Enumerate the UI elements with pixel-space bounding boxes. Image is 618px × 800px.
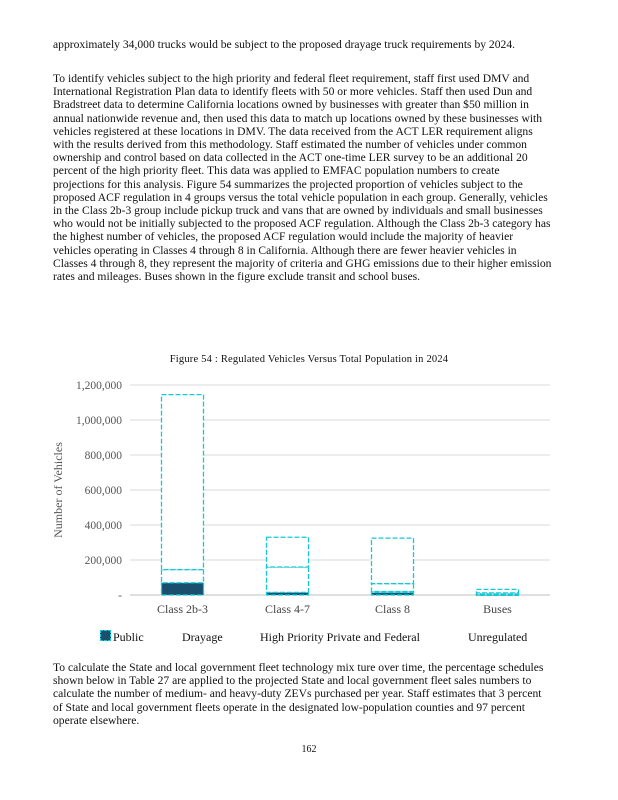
y-tick-label: 1,000,000 — [76, 415, 122, 427]
legend-label-public: Public — [113, 630, 144, 644]
x-tick-label: Class 2b-3 — [157, 602, 208, 616]
y-tick-label: - — [118, 590, 122, 602]
chart-legend — [100, 630, 560, 646]
y-axis-label: Number of Vehicles — [51, 442, 65, 538]
y-tick-label: 200,000 — [84, 555, 122, 567]
legend-label-high-priority: High Priority Private and Federal — [260, 630, 420, 644]
bar-segment — [162, 583, 204, 595]
y-tick-label: 400,000 — [84, 520, 122, 532]
x-tick-label: Buses — [483, 602, 512, 616]
legend-item-public — [100, 630, 144, 645]
y-tick-label: 1,200,000 — [76, 380, 122, 392]
legend-label-unregulated: Unregulated — [468, 630, 528, 644]
bar-chart — [40, 375, 570, 655]
paragraph-methodology: To identify vehicles subject to the high priority and federal fleet requirement, staff first used DMV and International Registration Plan data to identify fleets with 50 or more vehicles. Staff then used Dun and Bradstreet data to determine California locations owned by businesses with greater than $50 million in annual nationwide revenue and, then used this data to match up locations owned by these businesses with vehicles registered at these locations in DMV. The data received from the ACT LER requirement aligns with the results derived from this methodology. Staff estimated the number of vehicles under common ownership and control based on data collected in the ACT one-time LER survey to be an additional 20 percent of the high priority fleet. This data was applied to EMFAC population numbers to create projections for this analysis. Figure 54 summarizes the projected proportion of vehicles subject to the proposed ACF regulation in 4 groups versus the total vehicle population in each group. Generally, vehicles in the Class 2b-3 group include pickup truck and vans that are owned by individuals and small businesses who would not be initially subjected to the proposed ACF regulation. Although the Class 2b-3 category has the highest number of vehicles, the proposed ACF regulation would include the majority of heavier vehicles operating in Classes 4 through 8 in California. Although there are fewer heavier vehicles in Classes 4 through 8, they represent the majority of criteria and GHG emissions due to their higher emission rates and mileages. Buses shown in the figure exclude transit and school buses. — [53, 72, 552, 284]
bar-segment — [372, 538, 414, 584]
bar-segment — [477, 589, 519, 593]
x-tick-label: Class 8 — [374, 602, 411, 616]
page-number: 162 — [301, 744, 317, 755]
bar-segment — [162, 395, 204, 570]
legend-label-drayage: Drayage — [182, 630, 223, 644]
bar-segment — [162, 570, 204, 583]
paragraph-government-fleets: To calculate the State and local government fleet technology mix ture over time, the percentage schedules shown below in Table 27 are applied to the projected State and local government fleet sales numbers to calculate the number of medium- and heavy-duty ZEVs purchased per year. Staff estimates that 3 percent of State and local government fleets operate in the designated low-population counties and 97 percent operate elsewhere. — [53, 661, 544, 727]
y-tick-label: 600,000 — [84, 485, 122, 497]
paragraph-intro: approximately 34,000 trucks would be subject to the proposed drayage truck requirements by 2024. — [53, 38, 516, 51]
x-tick-label: Class 4-7 — [265, 602, 310, 616]
bar-segment — [372, 584, 414, 592]
bar-segment — [267, 567, 309, 592]
y-tick-label: 800,000 — [84, 450, 122, 462]
bar-segment — [267, 537, 309, 567]
legend-swatch-public — [100, 630, 111, 641]
figure-title: Figure 54 : Regulated Vehicles Versus Total Population in 2024 — [169, 354, 449, 365]
